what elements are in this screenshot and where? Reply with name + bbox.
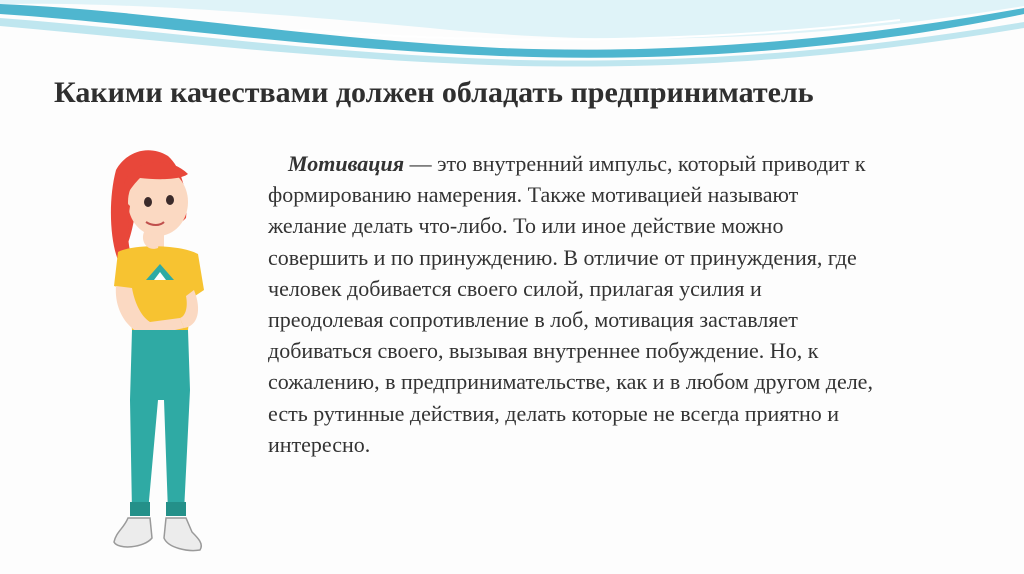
text-line-2: формированию намерения. Также мотивацией называют [268,182,799,208]
term-motivation: Мотивация [288,151,405,176]
text-line-1 [268,148,998,179]
text-line-10: интересно. [268,431,371,457]
definition-paragraph [268,148,998,460]
text-line-9: есть рутинные действия, делать которые не всегда приятно и [268,400,840,426]
text-line-3: желание делать что-либо. То или иное действие можно [268,213,784,239]
text-line-4: совершить и по принуждению. В отличие от принуждения, где [268,244,857,270]
text-line-1-rest: — это внутренний импульс, который приводит к [404,151,866,176]
text-line-7: добиваться своего, вызывая внутреннее побуждение. Но, к [268,338,819,364]
text-line-8: сожалению, в предпринимательстве, как и в любом другом деле, [268,369,873,395]
thinking-girl-illustration [88,140,238,570]
slide-title: Какими качествами должен обладать предприниматель [54,76,814,109]
text-line-6: преодолевая сопротивление в лоб, мотивация заставляет [268,307,798,333]
text-line-5: человек добивается своего силой, прилагая усилия и [268,275,762,301]
header-wave-decoration [0,0,1024,70]
